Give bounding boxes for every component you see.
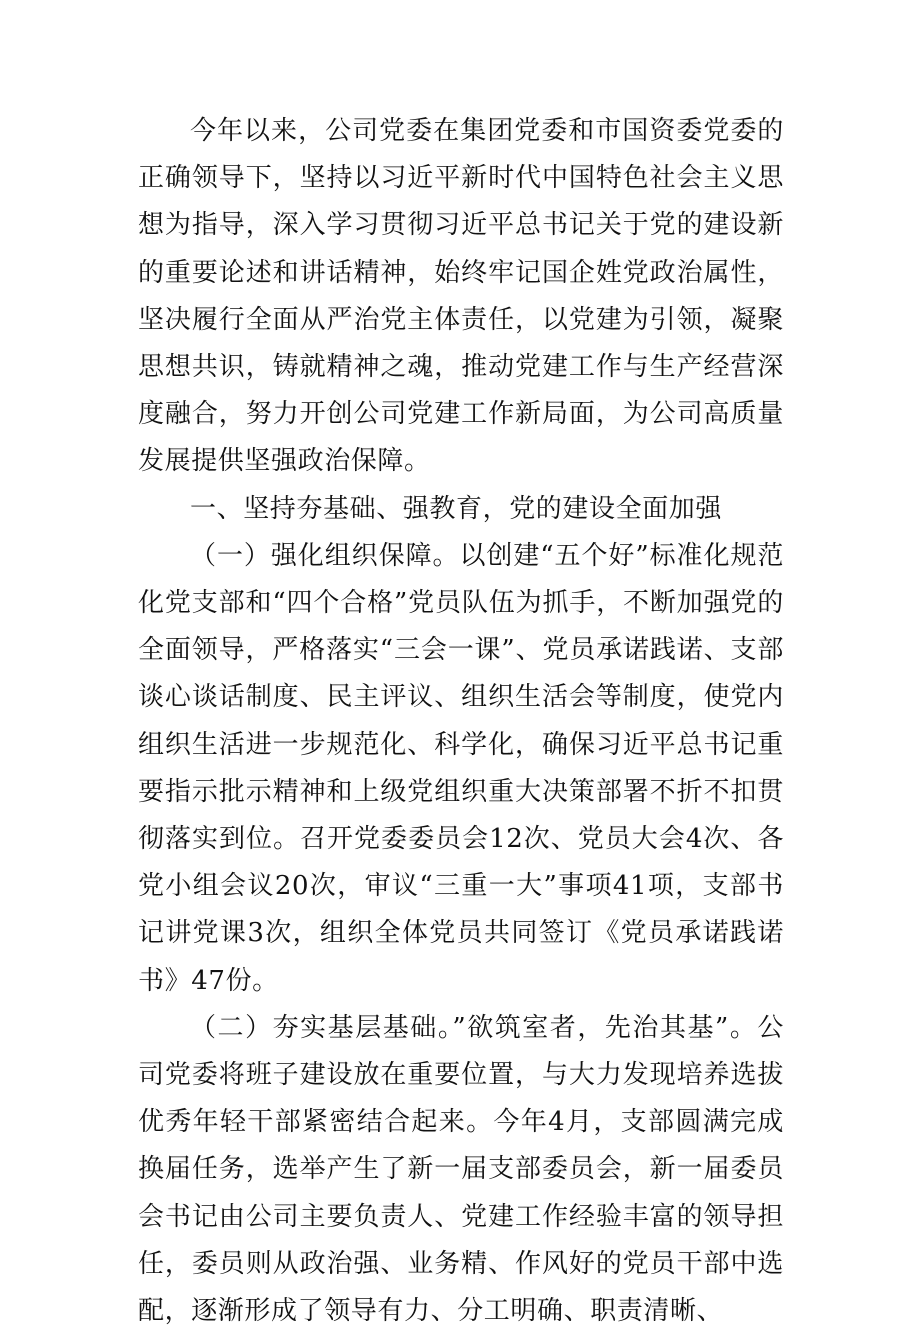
- section-1-paragraph: （一）强化组织保障。以创建“五个好”标准化规范化党支部和“四个合格”党员队伍为抓手，不断加强党的全面领导，严格落实“三会一课”、党员承诺践诺、支部谈心谈话制度、民主评议、组织生活会等制度，使党内组织生活进一步规范化、科学化，确保习近平总书记重要指示批示精神和上级党组织重大决策部署不折不扣贯彻落实到位。召开党委委员会12次、党员大会4次、各党小组会议20次，审议“三重一大”事项41项，支部书记讲党课3次，组织全体党员共同签订《党员承诺践诺书》47份。: [138, 540, 784, 996]
- section-2-paragraph: （二）夯实基层基础。”欲筑室者，先治其基”。公司党委将班子建设放在重要位置，与大力发现培养选拔优秀年轻干部紧密结合起来。今年4月，支部圆满完成换届任务，选举产生了新一届支部委员会，新一届委员会书记由公司主要负责人、党建工作经验丰富的领导担任，委员则从政治强、业务精、作风好的党员干部中选配，逐渐形成了领导有力、分工明确、职责清晰、: [138, 1012, 784, 1327]
- document-page: [138, 108, 784, 1335]
- intro-paragraph: 今年以来，公司党委在集团党委和市国资委党委的正确领导下，坚持以习近平新时代中国特色社会主义思想为指导，深入学习贯彻习近平总书记关于党的建设新的重要论述和讲话精神，始终牢记国企姓党政治属性，坚决履行全面从严治党主体责任，以党建为引领，凝聚思想共识，铸就精神之魂，推动党建工作与生产经营深度融合，努力开创公司党建工作新局面，为公司高质量发展提供坚强政治保障。: [138, 116, 784, 477]
- section-heading: 一、坚持夯基础、强教育，党的建设全面加强: [190, 493, 723, 524]
